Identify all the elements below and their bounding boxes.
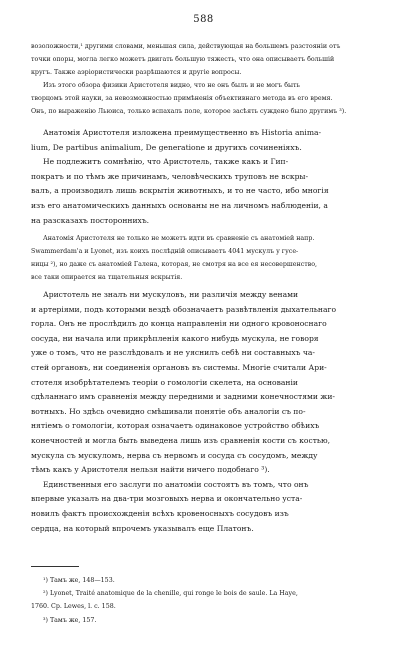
text-line: Анатомія Аристотеля изложена преимущественно въ Historia anima- (43, 128, 322, 137)
text-line: и артеріями, подъ которыми вездѣ обозначаетъ развѣтвленія дыхательнаго (31, 304, 337, 314)
text-line: пократъ и по тѣмъ же причинамъ, человѣческихъ труповъ не вскры- (31, 171, 309, 181)
text-line: Изъ этого обзора физики Аристотеля видно, что не онъ былъ и не могъ быть (43, 82, 300, 89)
footnote: ³) Тамъ же, 157. (43, 616, 97, 624)
text-line: валъ, а производилъ лишь вскрытія животныхъ, и то не часто, ибо многія (31, 186, 329, 196)
text-line: стотеля изобрѣтателемъ теоріи о гомологіи скелета, на основаніи (31, 377, 298, 387)
text-line: сдѣланнаго имъ сравненія между передними и задними конечностями жи- (31, 392, 335, 402)
text-line: горла. Онъ не прослѣдилъ до конца направленія ни одного кровоноснаго (31, 319, 327, 329)
text-line: конечностей и могла быть выведена лишь изъ сравненія кости съ костью, (31, 435, 331, 445)
text-line: впервые указалъ на два-три мозговыхъ нерва и окончательно уста- (31, 494, 303, 504)
text-line: тѣмъ какъ у Аристотеля нельзя найти ничего подобнаго ³). (31, 465, 270, 475)
text-line: Swammerdam'а и Lyonet, изъ коихъ послѣдній описываетъ 4041 мускулъ у гусе- (31, 248, 299, 255)
footnote-divider (31, 566, 79, 567)
text-line: на разсказахъ постороннихъ. (31, 215, 150, 225)
text-line: сосуда, ни начала или прикрѣпленія какого нибудь мускула, не говоря (31, 333, 319, 343)
text-line: стей органовъ, ни соединенія органовъ въ системы. Многіе считали Ари- (31, 362, 327, 372)
text-line: Единственныя его заслуги по анатоміи состоятъ въ томъ, что онъ (43, 479, 309, 489)
text-line: lium, De partibus animalium, De generatione и другихъ сочиненіяхъ. (31, 142, 302, 152)
text-line: уже о томъ, что не разслѣдовалъ и не уяснилъ себѣ ни составныхъ ча- (31, 348, 315, 358)
text-line: нятіемъ о гомологіи, которая означаетъ одинаковое устройство обѣихъ (31, 421, 320, 431)
footnotes-block (31, 574, 383, 627)
text-line: точки опоры, могла легко можетъ двигать большую тяжесть, что она описываетъ большій (31, 56, 335, 63)
footnote: 1760. Ср. Lewes, l. c. 158. (31, 603, 116, 611)
top-text-block (31, 40, 383, 118)
anatomy-intro-block (31, 126, 383, 228)
text-line: сердца, на который впрочемъ указывалъ еще Платонъ. (31, 523, 254, 533)
anatomy-body-block (31, 288, 383, 536)
text-line: творцомъ этой науки, за невозможностью примѣненія объективнаго метода въ его время. (31, 95, 333, 102)
footnote: ¹) Тамъ же, 148—153. (43, 577, 115, 584)
text-line: возоложности,¹ другими словами, меньшая сила, действующая на большемъ разстояніи отъ (31, 43, 341, 50)
page-number: 588 (193, 14, 214, 25)
text-line: все таки опирается на тщательныя вскрытія. (31, 274, 183, 281)
text-line: изъ его анатомическихъ данныхъ основаны не на личномъ наблюденіи, а (31, 200, 328, 210)
small-print-block (31, 232, 383, 284)
text-line: вотныхъ. Но здѣсь очевидно смѣшивали понятіе объ аналогіи съ по- (31, 406, 306, 416)
text-line: кругъ. Также аэріористически разрѣшаются и другіе вопросы. (31, 69, 242, 76)
text-line: Аристотель не зналъ ни мускуловъ, ни различія между венами (43, 290, 299, 299)
text-line: Анатомія Аристотеля не только не можетъ идти въ сравненіе съ анатоміей напр. (43, 235, 315, 242)
text-line: Онъ, по выраженію Льюиса, только вспахалъ поле, которое засѣять суждено было другимъ ³). (31, 108, 347, 115)
footnote: ²) Lyonet, Traité anatomique de la chenille, qui ronge le bois de saule. La Haye, (43, 590, 298, 598)
text-line: Не подлежитъ сомнѣнію, что Аристотель, также какъ и Гип- (43, 157, 289, 167)
text-line: ницы ²), но даже съ анатоміей Галена, которая, не смотря на все ея несовершенство, (31, 261, 318, 268)
text-line: мускула съ мускуломъ, нерва съ нервомъ и сосуда съ сосудомъ, между (31, 450, 318, 460)
text-line: новилъ фактъ происхожденія всѣхъ кровеносныхъ сосудовъ изъ (31, 508, 289, 518)
